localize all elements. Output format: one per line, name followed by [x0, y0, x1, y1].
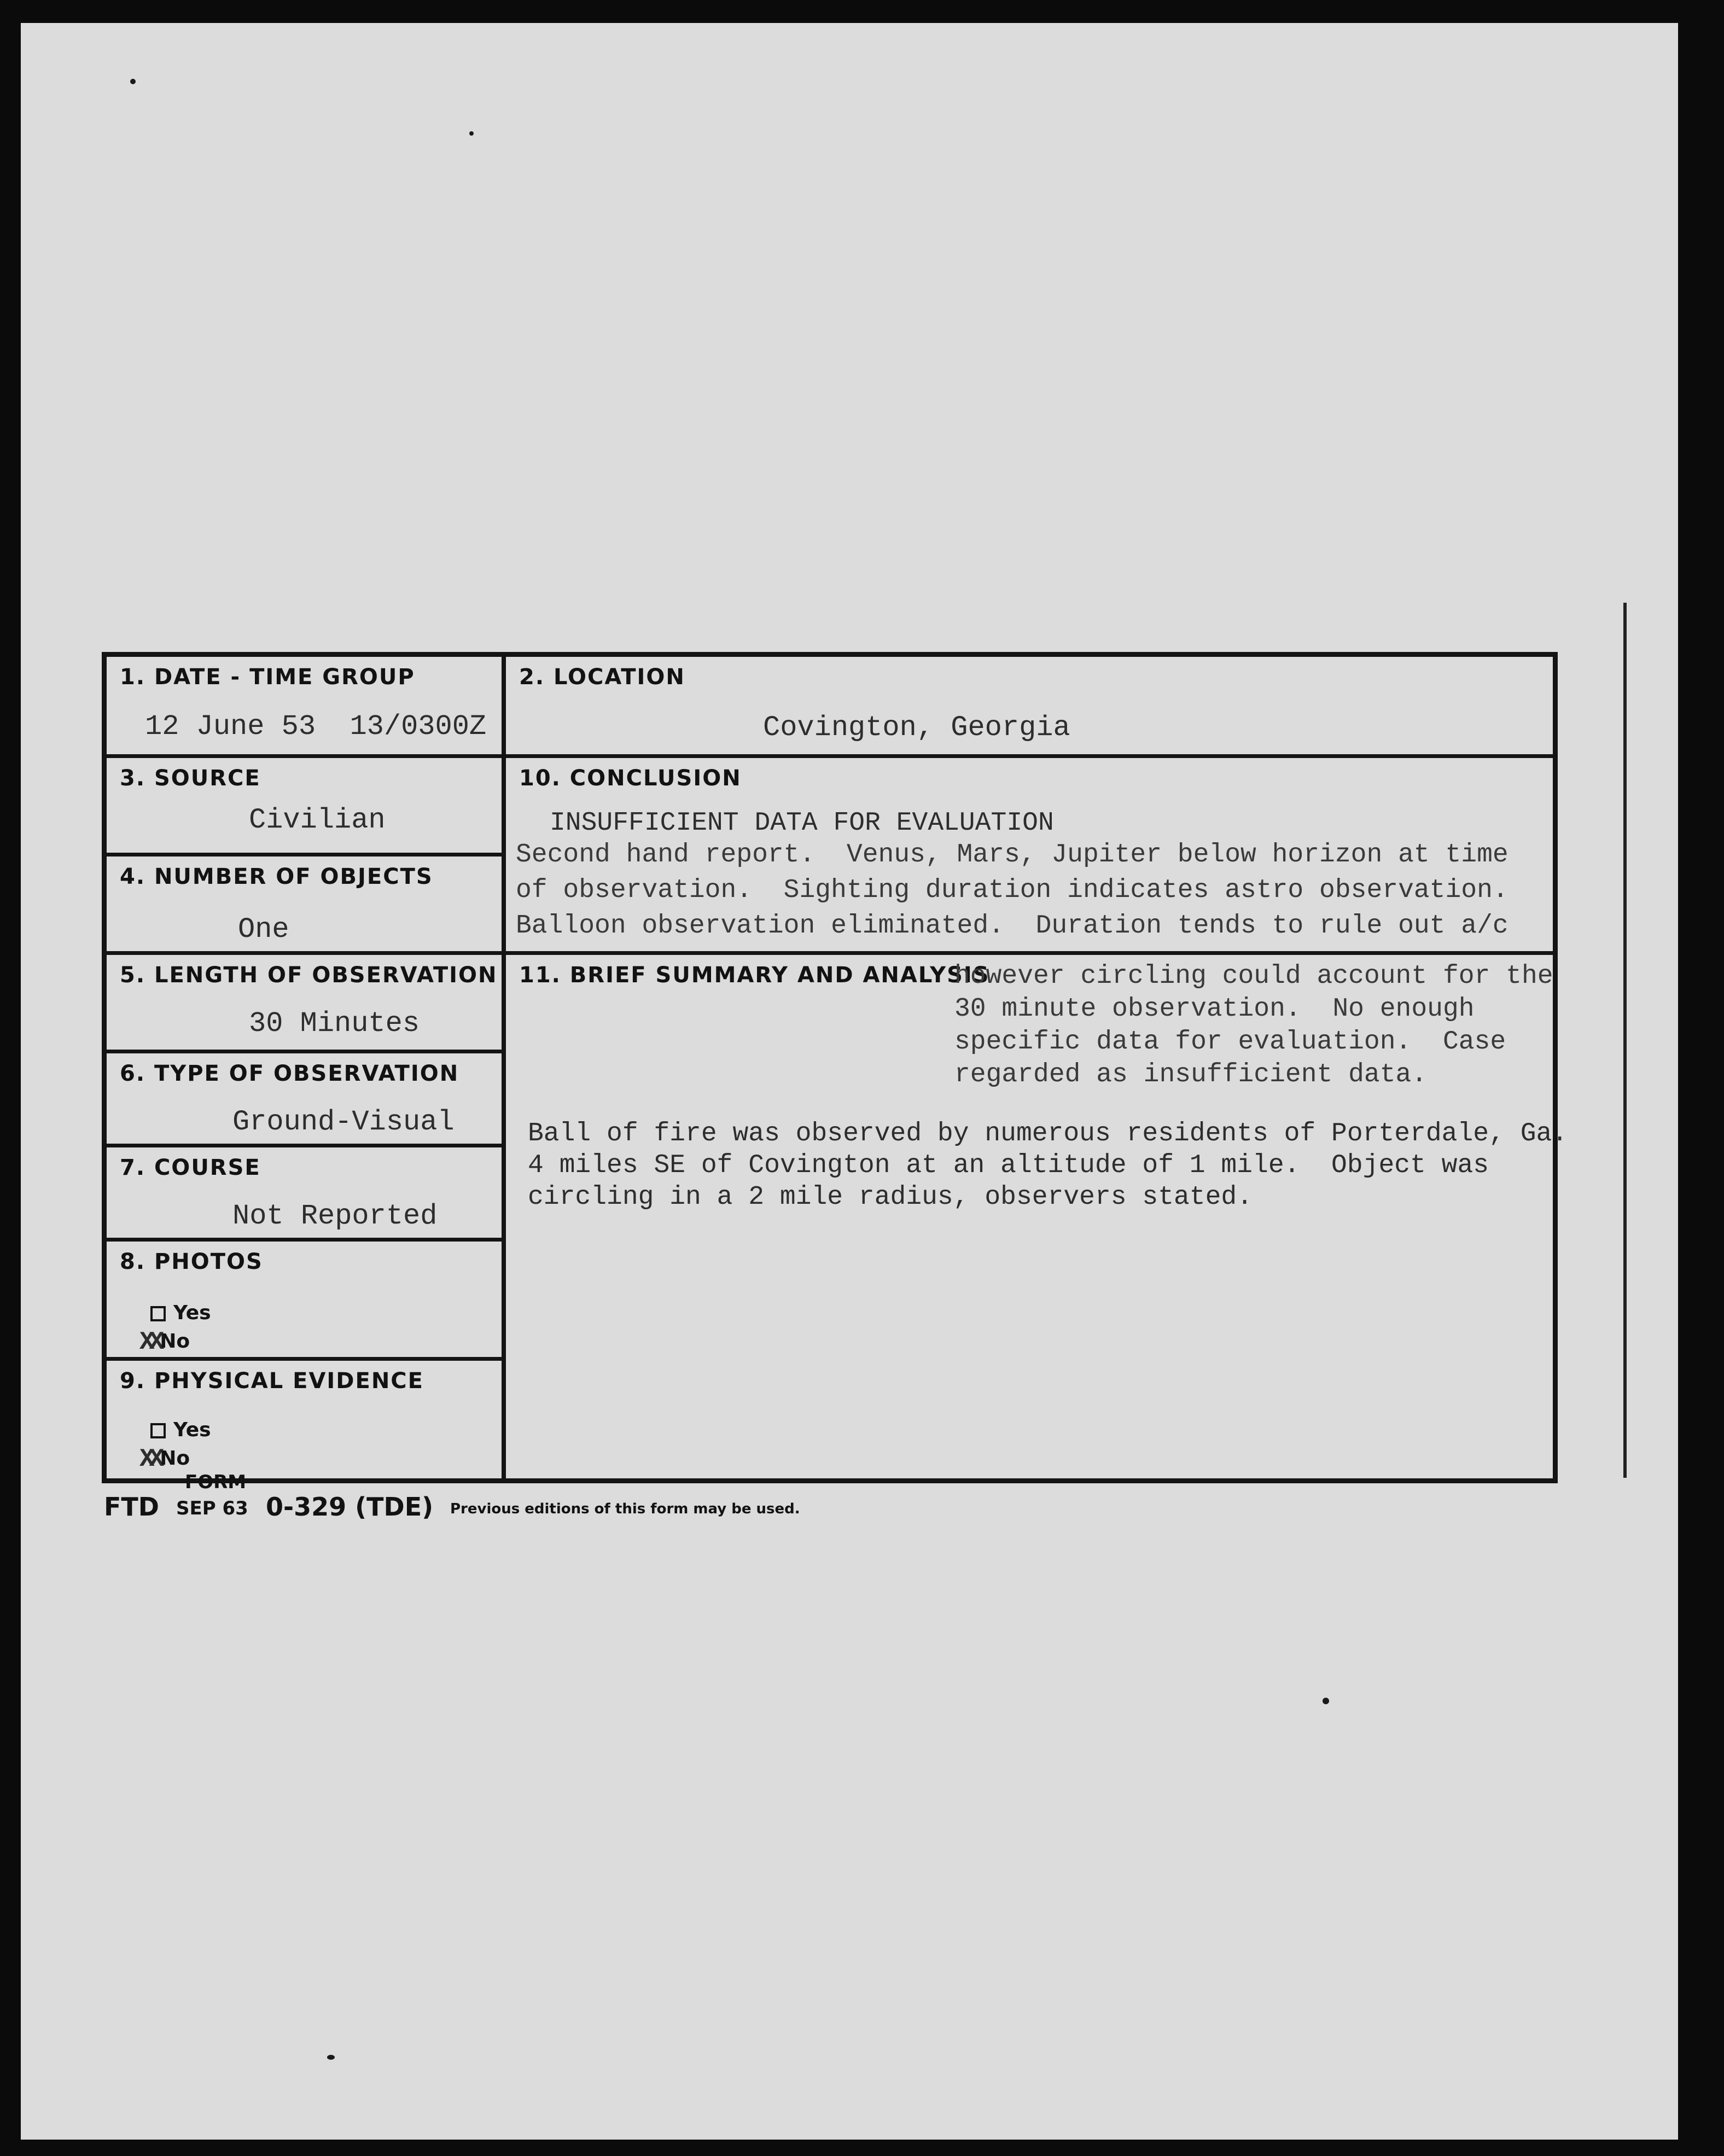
date-time-group-cell: [107, 657, 506, 758]
summary-analysis-line: regarded as insufficient data.: [954, 1060, 1428, 1089]
location-value: Covington, Georgia: [763, 712, 1070, 744]
summary-analysis-line: however circling could account for the: [954, 962, 1553, 991]
physical-evidence-label: 9. PHYSICAL EVIDENCE: [120, 1368, 424, 1394]
course-label: 7. COURSE: [120, 1155, 261, 1180]
conclusion-line: Balloon observation eliminated. Duration tends to rule out a/c: [516, 911, 1508, 941]
summary-label: 11. BRIEF SUMMARY AND ANALYSIS: [519, 963, 990, 988]
physical-evidence-no-option: [139, 1445, 190, 1473]
date-time-group-value: 12 June 53 13/0300Z: [145, 710, 487, 743]
type-of-observation-value: Ground-Visual: [232, 1106, 455, 1138]
typed-x-mark: XX: [139, 1328, 159, 1356]
location-label: 2. LOCATION: [519, 665, 685, 690]
unchecked-box-icon: [150, 1306, 166, 1321]
summary-body-line: circling in a 2 mile radius, observers stated.: [528, 1182, 1253, 1212]
source-cell: [107, 758, 506, 856]
physical-evidence-yes-option: [150, 1419, 211, 1441]
paper-speck: [469, 131, 474, 136]
paper-speck: [130, 79, 136, 84]
photos-no-option: [139, 1328, 190, 1356]
footer-note: Previous editions of this form may be used.: [450, 1501, 800, 1517]
date-time-group-label: 1. DATE - TIME GROUP: [120, 665, 415, 690]
typed-x-mark: XX: [139, 1445, 159, 1473]
photos-yes-option: [150, 1302, 211, 1324]
source-label: 3. SOURCE: [120, 766, 261, 791]
document-page: [21, 23, 1678, 2140]
type-of-observation-label: 6. TYPE OF OBSERVATION: [120, 1061, 459, 1086]
number-of-objects-value: One: [238, 913, 289, 946]
physical-evidence-yes-label: Yes: [173, 1419, 211, 1441]
conclusion-line: of observation. Sighting duration indicates astro observation.: [516, 876, 1508, 905]
length-of-observation-label: 5. LENGTH OF OBSERVATION: [120, 963, 498, 988]
footer-form-number: 0-329 (TDE): [266, 1492, 434, 1522]
footer-ftd: FTD: [104, 1492, 159, 1522]
summary-cell: [506, 955, 1568, 1478]
conclusion-label: 10. CONCLUSION: [519, 766, 742, 791]
summary-analysis-line: 30 minute observation. No enough: [954, 994, 1475, 1024]
length-of-observation-value: 30 Minutes: [249, 1007, 420, 1040]
photos-cell: [107, 1242, 506, 1361]
paper-speck: [1323, 1698, 1329, 1704]
photos-label: 8. PHOTOS: [120, 1249, 263, 1274]
course-value: Not Reported: [232, 1200, 438, 1232]
location-cell: [506, 657, 1553, 758]
length-of-observation-cell: [107, 955, 506, 1053]
ufo-report-form: [102, 652, 1568, 1483]
conclusion-heading: INSUFFICIENT DATA FOR EVALUATION: [550, 808, 1054, 838]
summary-analysis-line: specific data for evaluation. Case: [954, 1027, 1506, 1057]
number-of-objects-label: 4. NUMBER OF OBJECTS: [120, 864, 433, 889]
type-of-observation-cell: [107, 1053, 506, 1147]
footer-date: SEP 63: [176, 1497, 248, 1519]
footer-form-word: FORM: [185, 1471, 247, 1493]
physical-evidence-cell: [107, 1361, 506, 1478]
summary-body-line: Ball of fire was observed by numerous residents of Porterdale, Ga.: [528, 1119, 1568, 1149]
page-edge-shadow: [1623, 603, 1627, 1478]
paper-speck: [327, 2055, 335, 2060]
summary-body-line: 4 miles SE of Covington at an altitude of 1 mile. Object was: [528, 1151, 1489, 1180]
conclusion-cell: [506, 758, 1553, 955]
physical-evidence-no-label: No: [160, 1447, 190, 1470]
source-value: Civilian: [249, 804, 386, 836]
unchecked-box-icon: [150, 1423, 166, 1438]
photos-no-label: No: [160, 1330, 190, 1353]
conclusion-line: Second hand report. Venus, Mars, Jupiter below horizon at time: [516, 840, 1508, 870]
course-cell: [107, 1147, 506, 1242]
photos-yes-label: Yes: [173, 1302, 211, 1324]
number-of-objects-cell: [107, 856, 506, 955]
